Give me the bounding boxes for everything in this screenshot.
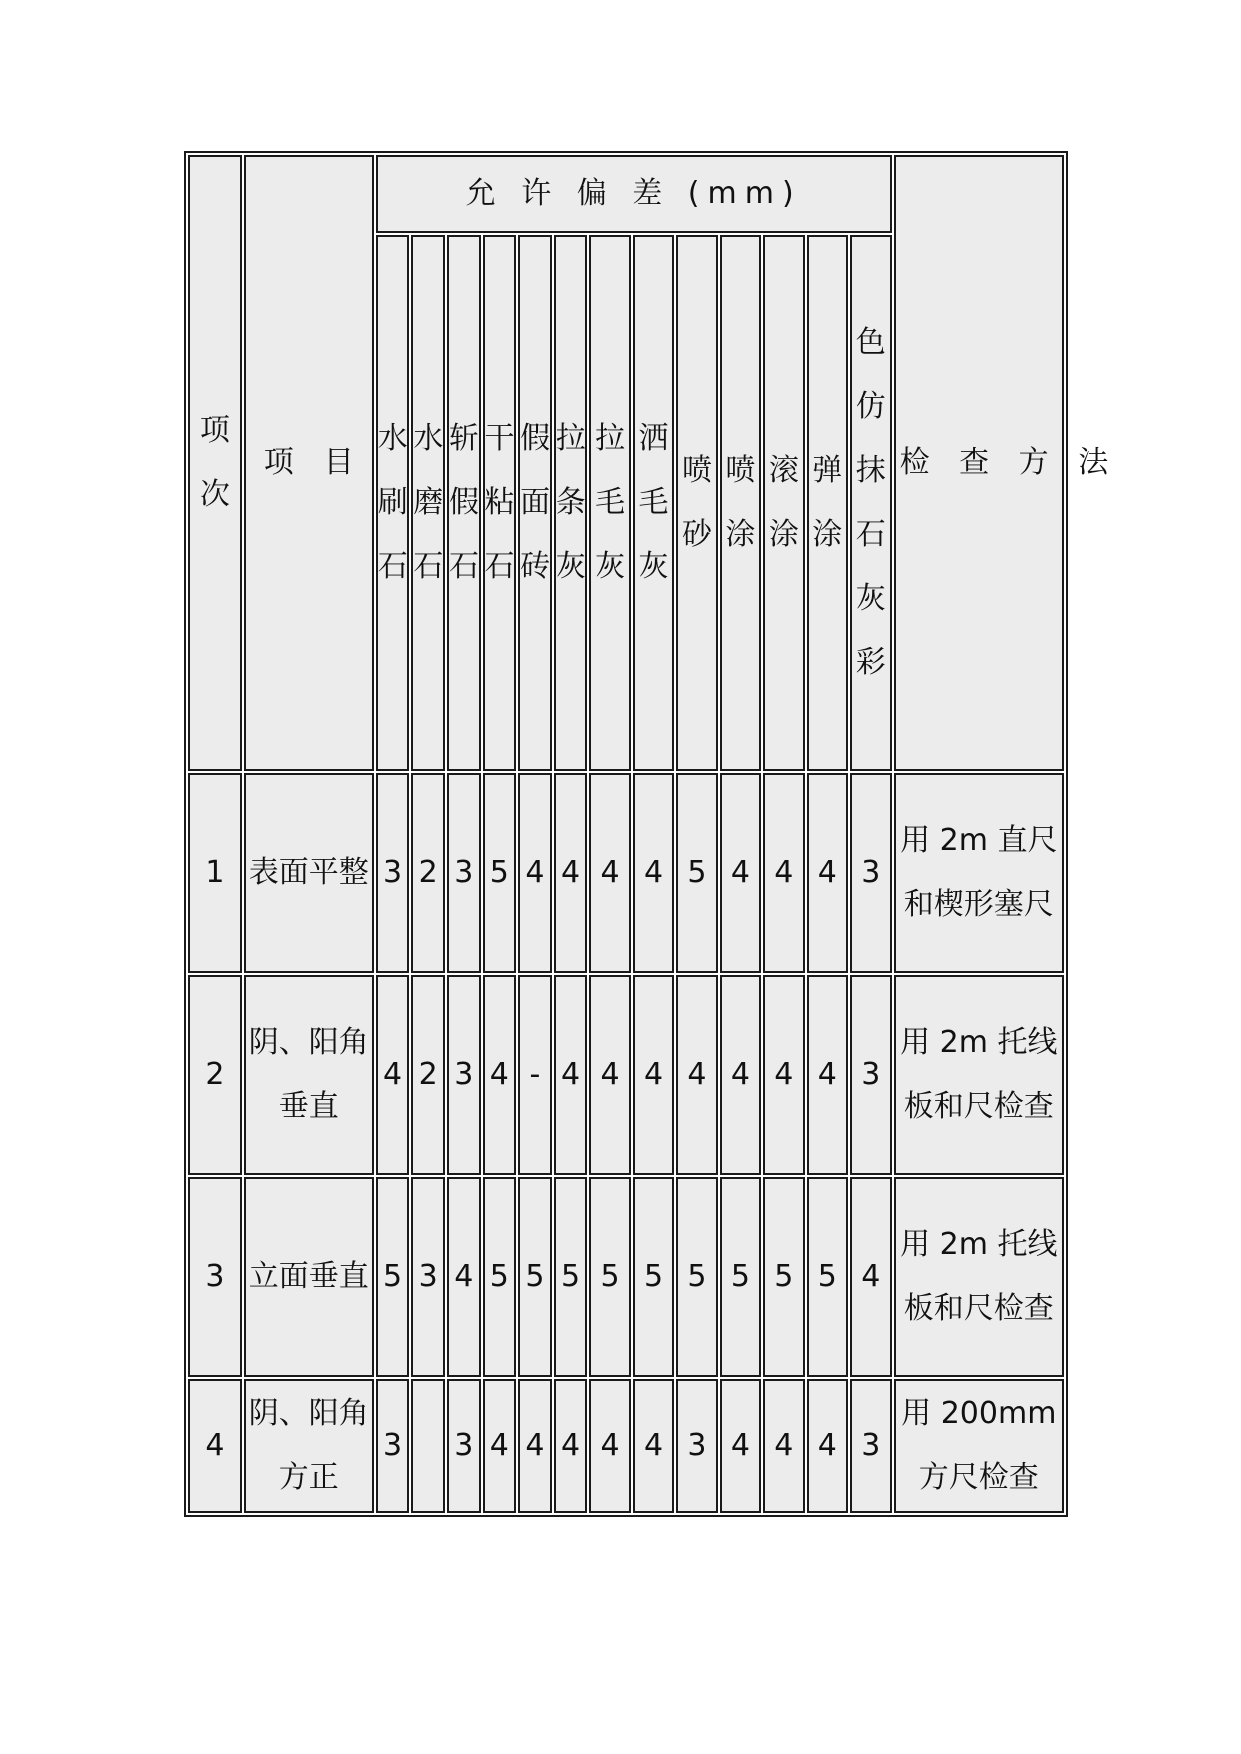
row-item-cell (244, 1177, 374, 1377)
table-row (188, 975, 1064, 1175)
tolerance-table (186, 153, 1119, 1515)
row-item-label: 立面垂直 (248, 1259, 369, 1294)
column-header-11 (763, 235, 804, 771)
tolerance-value-cell: 4 (807, 975, 848, 1175)
row-index-cell: 1 (188, 773, 242, 973)
row-method-cell (894, 1177, 1064, 1377)
item-header-label: 项 目 (263, 445, 354, 480)
tolerance-header-label: 允 许 偏 差 (mm) (465, 176, 802, 211)
column-header-char: 石 (377, 549, 408, 584)
row-method-label: 用 2m 托线板和尺检查 (900, 1227, 1058, 1326)
column-header-char: 灰 (638, 549, 669, 584)
tolerance-value-cell: 3 (376, 773, 410, 973)
row-method-cell (894, 1379, 1064, 1513)
row-index-cell: 2 (188, 975, 242, 1175)
tolerance-value-cell: 2 (411, 773, 445, 973)
column-header-char: 面 (520, 485, 551, 520)
column-header-1 (376, 235, 410, 771)
tolerance-value-cell: 5 (763, 1177, 804, 1377)
item-header-cell (244, 155, 374, 771)
tolerance-value-cell: 3 (376, 1379, 410, 1513)
tolerance-value-cell: 4 (633, 975, 674, 1175)
method-header-cell (894, 155, 1119, 771)
row-item-label: 表面平整 (248, 855, 369, 890)
column-header-10 (720, 235, 761, 771)
column-header-6 (554, 235, 588, 771)
column-header-char: 灰 (855, 581, 886, 616)
column-header-char: 拉 (595, 421, 626, 456)
tolerance-value-cell: 5 (720, 1177, 761, 1377)
row-index-cell: 3 (188, 1177, 242, 1377)
table-row (188, 1379, 1064, 1513)
column-header-char: 刷 (377, 485, 408, 520)
column-header-char: 滚 (768, 453, 799, 488)
tolerance-value-cell: 3 (676, 1379, 717, 1513)
tolerance-value-cell: 5 (483, 773, 517, 973)
tolerance-value-cell: - (518, 975, 552, 1175)
column-header-char: 干 (484, 421, 515, 456)
tolerance-value-cell: 4 (763, 1379, 804, 1513)
tolerance-value-cell: 4 (807, 1379, 848, 1513)
column-header-char: 砂 (681, 517, 712, 552)
tolerance-value-cell: 4 (633, 1379, 674, 1513)
tolerance-value-cell: 4 (483, 975, 517, 1175)
row-method-label: 用 2m 直尺和楔形塞尺 (900, 823, 1058, 922)
tolerance-header-cell (376, 155, 892, 233)
tolerance-value-cell: 3 (850, 1379, 892, 1513)
row-method-label: 用 2m 托线板和尺检查 (900, 1025, 1058, 1124)
tolerance-value-cell: 4 (554, 975, 588, 1175)
tolerance-value-cell: 4 (589, 975, 630, 1175)
column-header-char: 石 (448, 549, 479, 584)
column-header-char: 假 (448, 485, 479, 520)
column-header-3 (447, 235, 481, 771)
tolerance-value-cell: 4 (763, 773, 804, 973)
column-header-char: 粘 (484, 485, 515, 520)
tolerance-value-cell: 5 (376, 1177, 410, 1377)
row-index-cell: 4 (188, 1379, 242, 1513)
column-header-4 (483, 235, 517, 771)
column-header-5 (518, 235, 552, 771)
index-header-cell (188, 155, 242, 771)
tolerance-value-cell: 5 (554, 1177, 588, 1377)
column-header-7 (589, 235, 630, 771)
column-header-char: 假 (520, 421, 551, 456)
row-method-cell (894, 975, 1064, 1175)
tolerance-value-cell: 5 (483, 1177, 517, 1377)
column-header-char: 涂 (768, 517, 799, 552)
tolerance-value-cell: 4 (589, 1379, 630, 1513)
tolerance-value-cell: 4 (483, 1379, 517, 1513)
column-header-char: 石 (413, 549, 444, 584)
column-header-char: 喷 (681, 453, 712, 488)
tolerance-value-cell: 3 (850, 773, 892, 973)
column-header-9 (676, 235, 717, 771)
column-header-char: 抹 (855, 453, 886, 488)
column-header-char: 水 (413, 421, 444, 456)
row-method-label: 用 200mm 方尺检查 (901, 1396, 1057, 1495)
tolerance-value-cell: 4 (633, 773, 674, 973)
column-header-char: 水 (377, 421, 408, 456)
tolerance-value-cell: 5 (676, 773, 717, 973)
tolerance-value-cell: 4 (589, 773, 630, 973)
tolerance-value-cell: 2 (411, 975, 445, 1175)
column-header-char: 毛 (595, 485, 626, 520)
tolerance-value-cell: 4 (850, 1177, 892, 1377)
column-header-8 (633, 235, 674, 771)
column-header-char: 毛 (638, 485, 669, 520)
column-header-char: 条 (555, 485, 586, 520)
column-header-char: 彩 (855, 645, 886, 680)
tolerance-table-container (184, 151, 1119, 1517)
column-header-12 (807, 235, 848, 771)
tolerance-value-cell: 4 (720, 1379, 761, 1513)
column-header-char: 灰 (555, 549, 586, 584)
tolerance-value-cell: 4 (807, 773, 848, 973)
tolerance-value-cell: 4 (720, 975, 761, 1175)
column-header-char: 石 (855, 517, 886, 552)
tolerance-value-cell: 4 (376, 975, 410, 1175)
tolerance-value-cell: 3 (447, 1379, 481, 1513)
tolerance-value-cell (411, 1379, 445, 1513)
tolerance-value-cell: 4 (518, 773, 552, 973)
index-header-line1: 项 (199, 413, 230, 448)
row-item-cell (244, 975, 374, 1175)
column-header-char: 色 (855, 325, 886, 360)
table-row (188, 1177, 1064, 1377)
index-header-line2: 次 (199, 477, 230, 512)
tolerance-value-cell: 4 (720, 773, 761, 973)
column-header-char: 涂 (725, 517, 756, 552)
column-header-2 (411, 235, 445, 771)
row-method-cell (894, 773, 1064, 973)
column-header-char: 斩 (448, 421, 479, 456)
table-row (188, 773, 1064, 973)
column-header-char: 弹 (812, 453, 843, 488)
tolerance-value-cell: 5 (518, 1177, 552, 1377)
row-item-label: 阴、阳角垂直 (248, 1025, 369, 1124)
tolerance-value-cell: 5 (807, 1177, 848, 1377)
tolerance-value-cell: 5 (589, 1177, 630, 1377)
tolerance-value-cell: 4 (554, 773, 588, 973)
tolerance-value-cell: 4 (554, 1379, 588, 1513)
row-item-cell (244, 773, 374, 973)
column-header-char: 涂 (812, 517, 843, 552)
tolerance-value-cell: 3 (447, 773, 481, 973)
column-header-char: 洒 (638, 421, 669, 456)
tolerance-value-cell: 3 (411, 1177, 445, 1377)
column-header-char: 磨 (413, 485, 444, 520)
column-header-char: 仿 (855, 389, 886, 424)
header-row-1 (188, 155, 1064, 233)
column-header-13 (850, 235, 892, 771)
column-header-char: 灰 (595, 549, 626, 584)
tolerance-value-cell: 4 (676, 975, 717, 1175)
tolerance-value-cell: 4 (518, 1379, 552, 1513)
column-header-char: 石 (484, 549, 515, 584)
column-header-char: 喷 (725, 453, 756, 488)
row-item-label: 阴、阳角方正 (248, 1396, 369, 1495)
tolerance-value-cell: 4 (763, 975, 804, 1175)
tolerance-value-cell: 3 (850, 975, 892, 1175)
column-header-char: 砖 (520, 549, 551, 584)
tolerance-value-cell: 5 (633, 1177, 674, 1377)
column-header-char: 拉 (555, 421, 586, 456)
tolerance-value-cell: 3 (447, 975, 481, 1175)
tolerance-value-cell: 5 (676, 1177, 717, 1377)
row-item-cell (244, 1379, 374, 1513)
method-header-label: 检 查 方 法 (899, 445, 1119, 480)
tolerance-value-cell: 4 (447, 1177, 481, 1377)
